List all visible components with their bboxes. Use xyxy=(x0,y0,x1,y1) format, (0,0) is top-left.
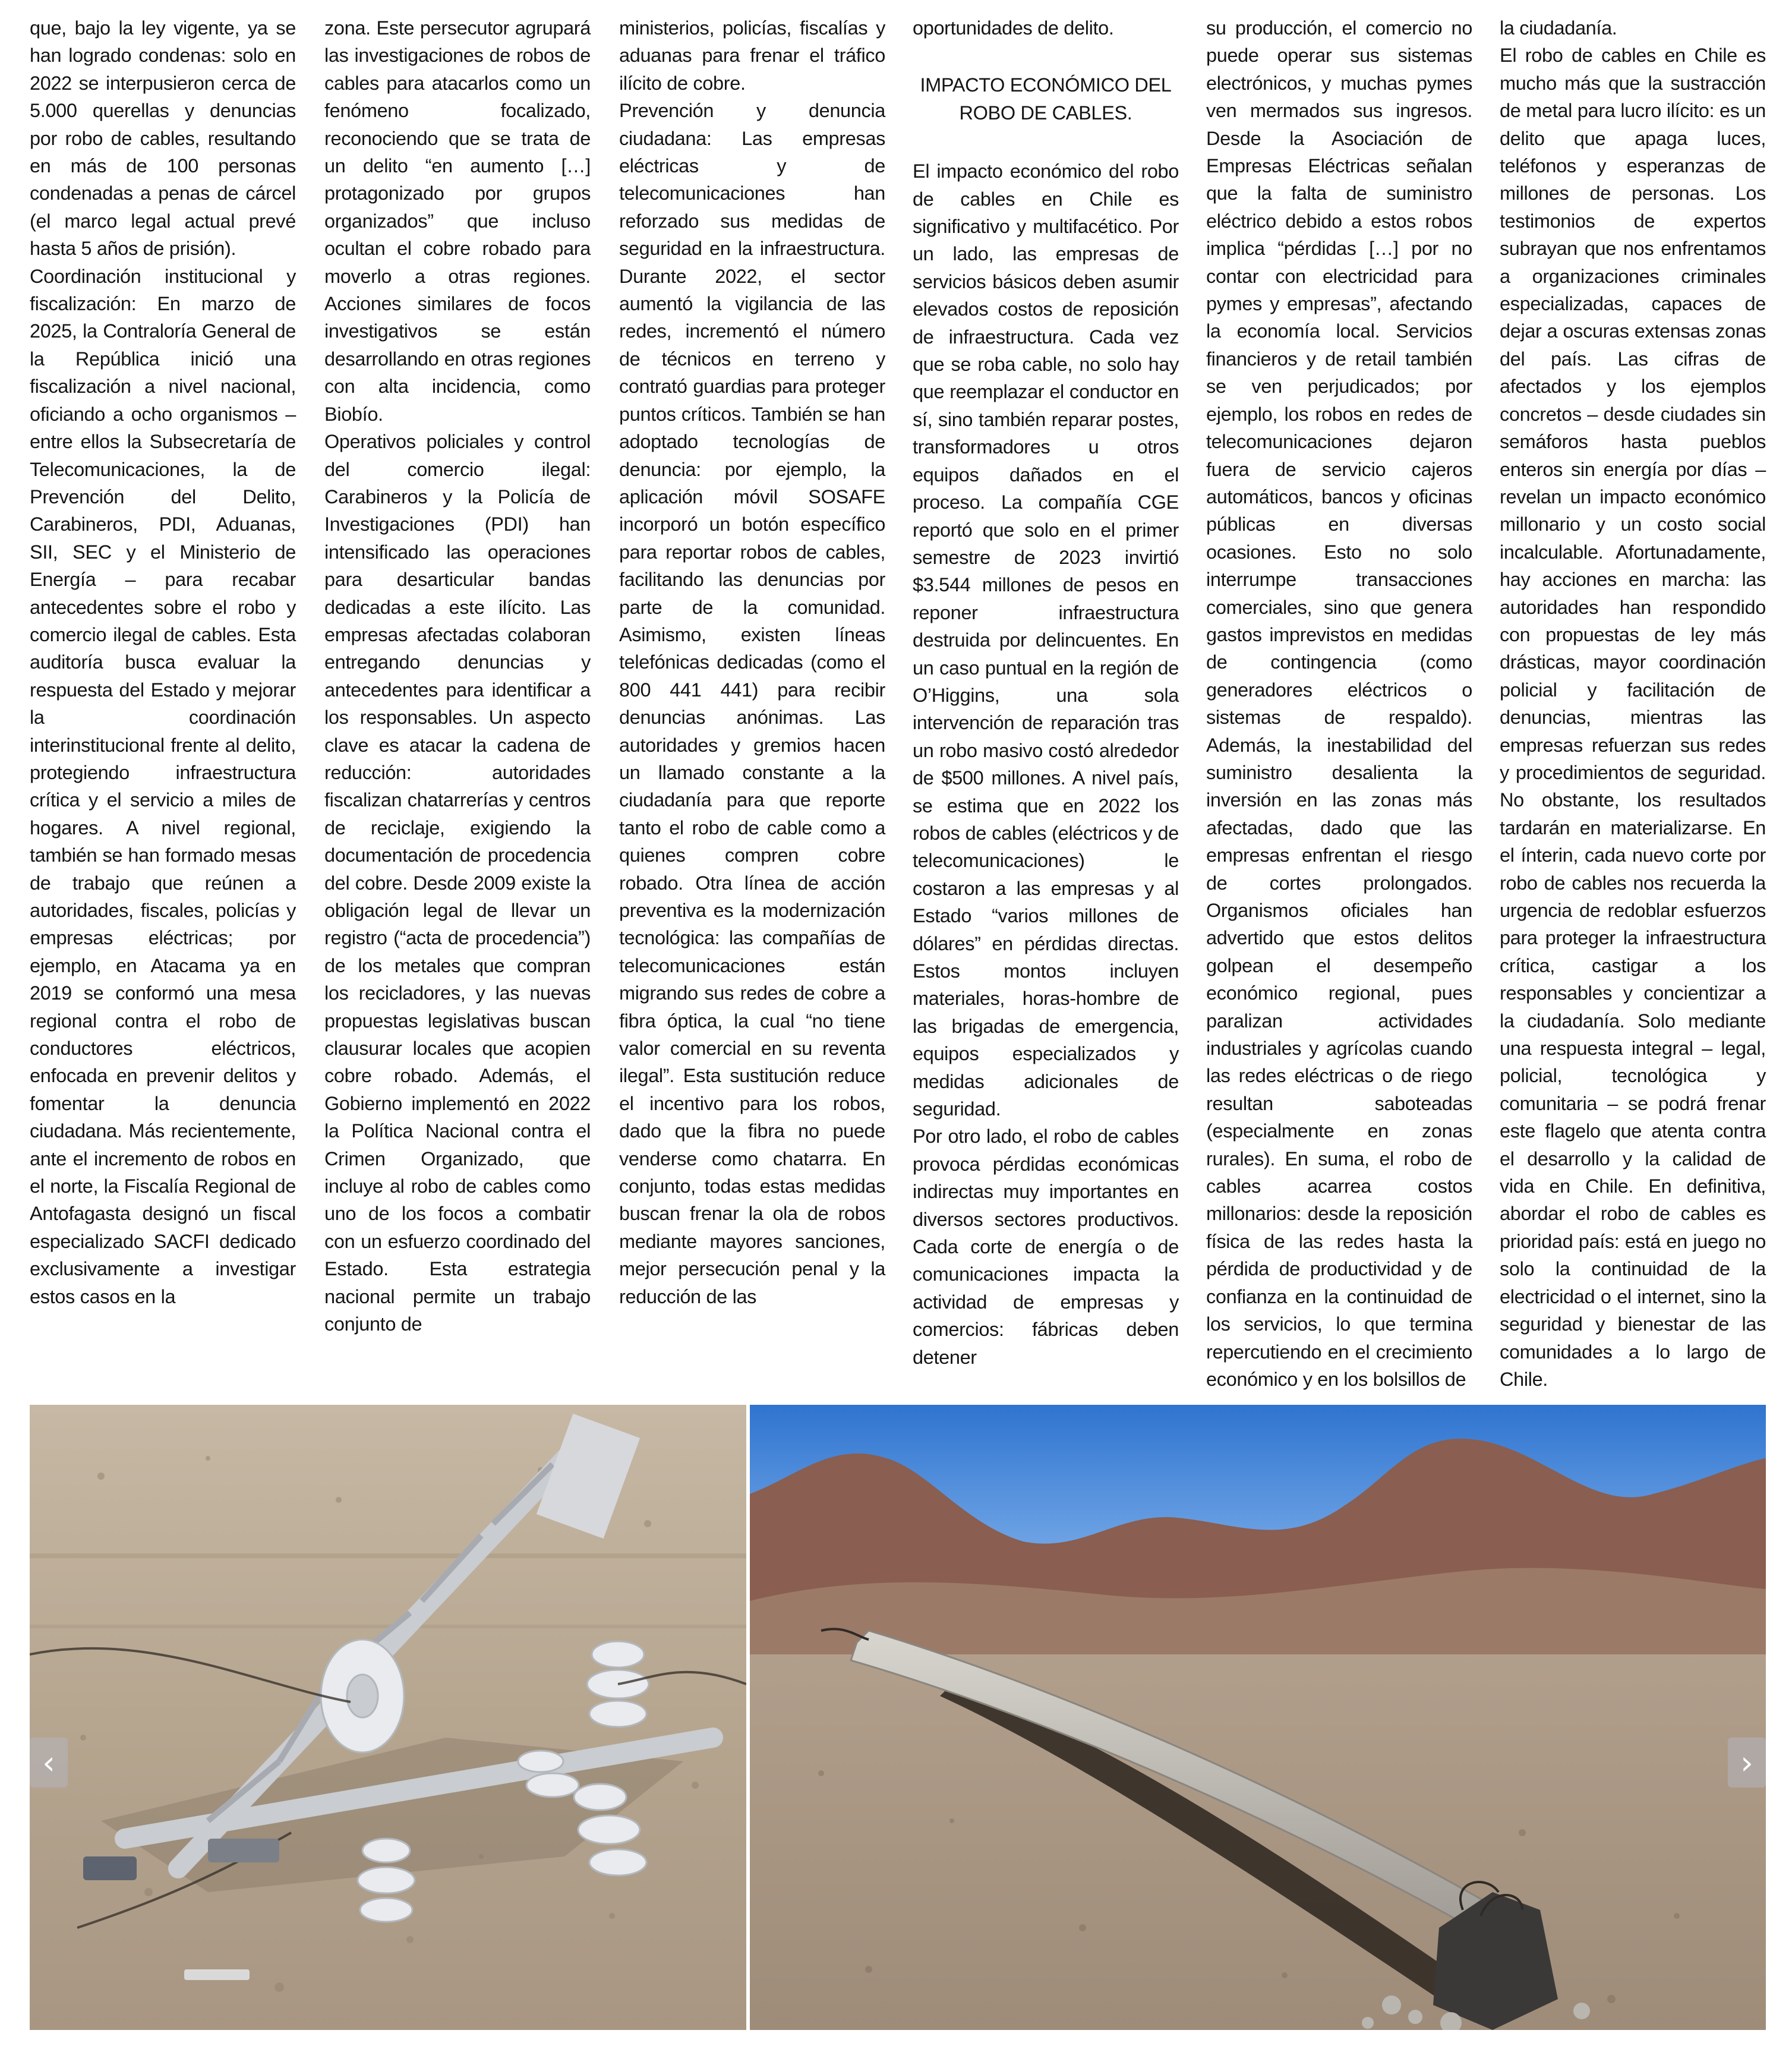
paragraph: la ciudadanía. xyxy=(1500,17,1617,39)
column-4 xyxy=(913,14,1179,1371)
paragraph: Coordinación institucional y fiscalización: En marzo de 2025, la Contraloría General de la República inició una fiscalización a nivel nacional, oficiando a ocho organismos – entre ellos la Subsecretaría de Telecomunicaciones, la de Prevención del Delito, Carabineros, PDI, Aduanas, SII, SEC y el Ministerio de Energía – para recabar antecedentes sobre el robo y comercio ilegal de cables. Esta auditoría busca evaluar la respuesta del Estado y mejorar la coordinación interinstitucional frente al delito, protegiendo infraestructura crítica y el servicio a miles de hogares. A nivel regional, también se han formado mesas de trabajo que reúnen a autoridades, fiscales, policías y empresas eléctricas; por ejemplo, en Atacama ya en 2019 se conformó una mesa regional contra el robo de conductores eléctricos, enfocada en prevenir delitos y fomentar la denuncia ciudadana. Más recientemente, ante el incremento de robos en el norte, la Fiscalía Regional de Antofagasta designó un fiscal especializado SACFI dedicado exclusivamente a investigar estos casos en la xyxy=(30,265,296,1307)
paragraph: Prevención y denuncia ciudadana: Las empresas eléctricas y de telecomunicaciones han reforzado sus medidas de seguridad en la infraestructura. Durante 2022, el sector aumentó la vigilancia de las redes, incrementó el número de técnicos en terreno y contrató guardias para proteger puntos críticos. También se han adoptado tecnologías de denuncia: por ejemplo, la aplicación móvil SOSAFE incorporó un botón específico para reportar robos de cables, facilitando las denuncias por parte de la comunidad. Asimismo, existen líneas telefónicas dedicadas (como el 800 441 441) para recibir denuncias anónimas. Las autoridades y gremios hacen un llamado constante a la ciudadanía para que reporte tanto el robo de cable como a quienes compren cobre robado. Otra línea de acción preventiva es la modernización tecnológica: las compañías de telecomunicaciones están migrando sus redes de cobre a fibra óptica, la cual “no tiene valor comercial en su reventa ilegal”. Esta sustitución reduce el incentivo para los robos, dado que la fibra no puede venderse como chatarra. En conjunto, todas estas medidas buscan frenar la ola de robos mediante mayores sanciones, mejor persecución penal y la reducción de las xyxy=(619,100,885,1307)
article-columns xyxy=(0,14,1792,1405)
paragraph: que, bajo la ley vigente, ya se han logrado condenas: solo en 2022 se interpusieron cerca de 5.000 querellas y denuncias por robo de cables, resultando en más de 100 personas condenadas a penas de cárcel (el marco legal actual prevé hasta 5 años de prisión). xyxy=(30,17,296,260)
paragraph: El impacto económico del robo de cables en Chile es significativo y multifacético. Por un lado, las empresas de servicios básicos deben asumir elevados costos de reposición de infraestructura. Cada vez que se roba cable, no solo hay que reemplazar el conductor en sí, sino también reparar postes, transformadores u otros equipos dañados en el proceso. La compañía CGE reportó que solo en el primer semestre de 2023 invirtió $3.544 millones de pesos en reponer infraestructura destruida por delincuentes. En un caso puntual en la región de O’Higgins, una sola intervención de reparación tras un robo masivo costó alrededor de $500 millones. A nivel país, se estima que en 2022 los robos de cables (eléctricos y de telecomunicaciones) le costaron a las empresas y al Estado “varios millones de dólares” en pérdidas directas. Estos montos incluyen materiales, horas-hombre de las brigadas de emergencia, equipos especializados y medidas adicionales de seguridad. xyxy=(913,160,1179,1120)
chevron-left-icon[interactable]: ‹ xyxy=(30,1738,68,1788)
paragraph: Operativos policiales y control del comercio ilegal: Carabineros y la Policía de Investigaciones (PDI) han intensificado las operaciones para desarticular bandas dedicadas a este ilícito. Las empresas afectadas colaboran entregando denuncias y antecedentes para identificar a los responsables. Un aspecto clave es atacar la cadena de reducción: autoridades fiscalizan chatarrerías y centros de reciclaje, exigiendo la documentación de procedencia del cobre. Desde 2009 existe la obligación legal de llevar un registro (“acta de procedencia”) de los metales que compran los recicladores, y las nuevas propuestas legislativas buscan clausurar locales que acopien cobre robado. Además, el Gobierno implementó en 2022 la Política Nacional contra el Crimen Organizado, que incluye al robo de cables como uno de los focos a combatir con un esfuerzo coordinado del Estado. Esta estrategia nacional permite un trabajo conjunto de xyxy=(324,431,591,1335)
photo-damaged-pole-image xyxy=(30,1405,746,2030)
paragraph: oportunidades de delito. xyxy=(913,17,1114,39)
column-1 xyxy=(30,14,296,1310)
column-6 xyxy=(1500,14,1766,1393)
paragraph: Por otro lado, el robo de cables provoca pérdidas económicas indirectas muy importantes en diversos sectores productivos. Cada corte de energía o de comunicaciones impacta la actividad de empresas y comercios: fábricas deben detener xyxy=(913,1126,1179,1368)
photo-fallen-pole xyxy=(750,1405,1766,2030)
column-2 xyxy=(324,14,591,1338)
section-heading: IMPACTO ECONÓMICO DEL ROBO DE CABLES. xyxy=(920,74,1172,124)
column-5 xyxy=(1206,14,1472,1393)
photo-damaged-pole xyxy=(30,1405,746,2030)
photo-fallen-pole-image xyxy=(750,1405,1766,2030)
paragraph: su producción, el comercio no puede operar sus sistemas electrónicos, y muchas pymes ven mermados sus ingresos. Desde la Asociación de Empresas Eléctricas señalan que la falta de suministro eléctrico debido a estos robos implica “pérdidas […] por no contar con electricidad para pymes y empresas”, afectando la economía local. Servicios financieros y de retail también se ven perjudicados; por ejemplo, los robos en redes de telecomunicaciones dejaron fuera de servicio cajeros automáticos, bancos y oficinas públicas en diversas ocasiones. Esto no solo interrumpe transacciones comerciales, sino que genera gastos imprevistos en medidas de contingencia (como generadores eléctricos o sistemas de respaldo). Además, la inestabilidad del suministro desalienta la inversión en las zonas más afectadas, dado que las empresas enfrentan el riesgo de cortes prolongados. Organismos oficiales han advertido que estos delitos golpean el desempeño económico regional, pues paralizan actividades industriales y agrícolas cuando las redes eléctricas o de riego resultan saboteadas (especialmente en zonas rurales). En suma, el robo de cables acarrea costos millonarios: desde la reposición física de las redes hasta la pérdida de productividad y de confianza en la continuidad de los servicios, lo que termina repercutiendo en el crecimiento económico y en los bolsillos de xyxy=(1206,17,1472,1390)
column-3 xyxy=(619,14,885,1310)
paragraph: zona. Este persecutor agrupará las investigaciones de robos de cables para atacarlos como un fenómeno focalizado, reconociendo que se trata de un delito “en aumento […] protagonizado por grupos organizados” que incluso ocultan el cobre robado para moverlo a otras regiones. Acciones similares de focos investigativos se están desarrollando en otras regiones con alta incidencia, como Biobío. xyxy=(324,17,591,425)
paragraph: El robo de cables en Chile es mucho más que la sustracción de metal para lucro ilícito: es un delito que apaga luces, teléfonos y esperanzas de millones de personas. Los testimonios de expertos subrayan que nos enfrentamos a organizaciones criminales especializadas, capaces de dejar a oscuras extensas zonas del país. Las cifras de afectados y los ejemplos concretos – desde ciudades sin semáforos hasta pueblos enteros sin energía por días – revelan un impacto económico millonario y un costo social incalculable. Afortunadamente, hay acciones en marcha: las autoridades han respondido con propuestas de ley más drásticas, mayor coordinación policial y facilitación de denuncias, mientras las empresas refuerzan sus redes y procedimientos de seguridad. No obstante, los resultados tardarán en materializarse. En el ínterin, cada nuevo corte por robo de cables nos recuerda la urgencia de redoblar esfuerzos para proteger la infraestructura crítica, castigar a los responsables y concientizar a la ciudadanía. Solo mediante una respuesta integral – legal, policial, tecnológica y comunitaria – se podrá frenar este flagelo que atenta contra el desarrollo y la calidad de vida en Chile. En definitiva, abordar el robo de cables es prioridad país: está en juego no solo la continuidad de la electricidad o el internet, sino la seguridad y bienestar de las comunidades a lo largo de Chile. xyxy=(1500,45,1766,1390)
chevron-right-icon[interactable]: › xyxy=(1728,1738,1766,1788)
paragraph: ministerios, policías, fiscalías y aduanas para frenar el tráfico ilícito de cobre. xyxy=(619,17,885,94)
